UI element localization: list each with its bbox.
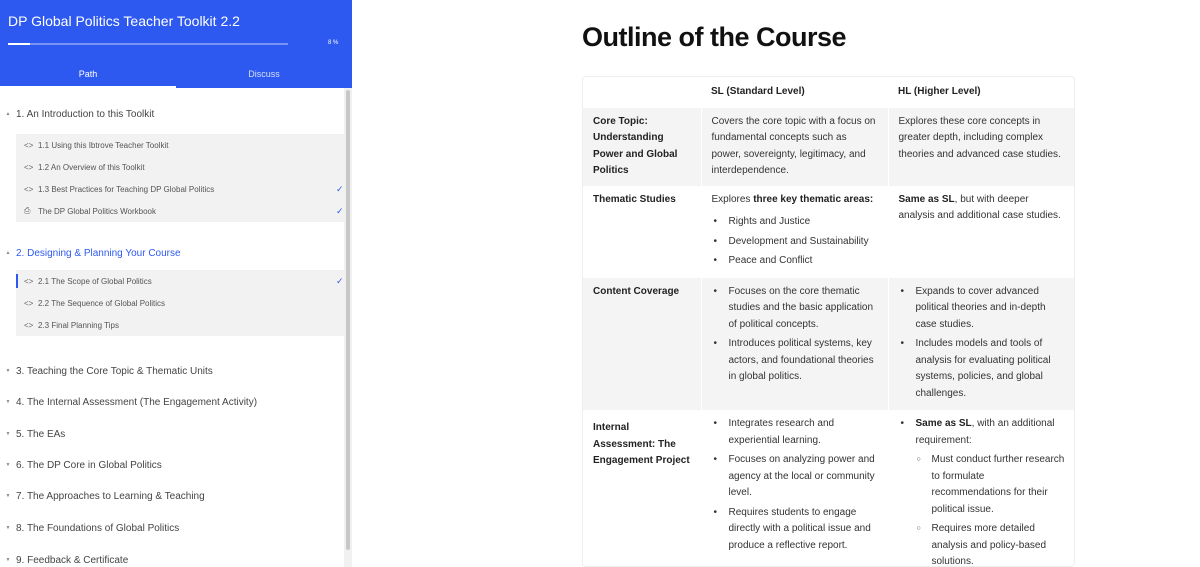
section-8[interactable] bbox=[0, 520, 344, 536]
table-row bbox=[583, 278, 1075, 411]
code-icon: <> bbox=[24, 298, 34, 308]
section-label: 3. Teaching the Core Topic & Thematic Units bbox=[16, 365, 213, 377]
section-label: 9. Feedback & Certificate bbox=[16, 554, 129, 566]
section-2[interactable] bbox=[0, 245, 344, 261]
section-label: 5. The EAs bbox=[16, 428, 66, 440]
lesson-1-3[interactable] bbox=[16, 178, 344, 200]
sidebar-header bbox=[0, 0, 352, 88]
section-2-items bbox=[16, 270, 344, 336]
code-icon: <> bbox=[24, 140, 34, 150]
lesson-label: 1.3 Best Practices for Teaching DP Global Politics bbox=[38, 184, 215, 194]
cell-coverage-hl bbox=[888, 278, 1075, 411]
thematic-intro-bold: three key thematic areas: bbox=[753, 193, 874, 205]
list-item: • Peace and Conflict bbox=[712, 253, 878, 270]
row-header-thematic: Thematic Studies bbox=[593, 193, 676, 205]
check-icon: ✓ bbox=[336, 183, 344, 194]
lesson-label: 1.1 Using this Ibtrove Teacher Toolkit bbox=[38, 140, 169, 150]
table-header-empty bbox=[583, 77, 701, 108]
check-icon: ✓ bbox=[336, 205, 344, 216]
sidebar-scroll-thumb[interactable] bbox=[346, 90, 350, 550]
list-item bbox=[899, 416, 1067, 567]
list-item: • Development and Sustainability bbox=[712, 234, 878, 251]
section-3[interactable] bbox=[0, 363, 344, 379]
chevron-down-icon: ▼ bbox=[5, 525, 11, 531]
cell-ia-sl bbox=[701, 410, 888, 567]
list-item: • Rights and Justice bbox=[712, 214, 878, 231]
chevron-down-icon: ▼ bbox=[5, 557, 11, 563]
list-item: • Requires students to engage directly with a political issue and produce a reflective report. bbox=[712, 505, 878, 555]
row-header-core: Core Topic: Understanding Power and Global Politics bbox=[583, 108, 701, 186]
section-1-items bbox=[16, 134, 344, 222]
row-header-coverage: Content Coverage bbox=[583, 278, 701, 411]
chevron-down-icon: ▼ bbox=[5, 431, 11, 437]
progress-fill bbox=[8, 43, 30, 45]
table-header-hl: HL (Higher Level) bbox=[898, 86, 981, 97]
chevron-down-icon: ▼ bbox=[5, 368, 11, 374]
list-item: • Focuses on the core thematic studies and the basic application of political concepts. bbox=[712, 284, 878, 334]
code-icon: <> bbox=[24, 276, 34, 286]
ia-hl-text: , with an additional requirement: bbox=[915, 418, 1055, 446]
lesson-2-1[interactable] bbox=[16, 270, 344, 292]
thematic-intro: Explores bbox=[711, 193, 754, 205]
tab-path[interactable]: Path bbox=[0, 66, 176, 88]
row-header-ia: Internal Assessment: The Engagement Project bbox=[593, 422, 690, 466]
same-as-sl: Same as SL bbox=[915, 418, 972, 429]
section-label: 7. The Approaches to Learning & Teaching bbox=[16, 490, 205, 502]
course-sidebar bbox=[0, 0, 352, 567]
lesson-label: 2.1 The Scope of Global Politics bbox=[38, 276, 152, 286]
app-title: DP Global Politics Teacher Toolkit 2.2 bbox=[8, 13, 240, 29]
section-label: 4. The Internal Assessment (The Engagement Activity) bbox=[16, 396, 258, 408]
thematic-hl-text: , but with deeper analysis and additional case studies. bbox=[898, 193, 1061, 221]
cell-thematic-sl bbox=[701, 186, 888, 278]
document-icon: ⎙ bbox=[24, 206, 31, 215]
lesson-label: 2.3 Final Planning Tips bbox=[38, 320, 119, 330]
table-row bbox=[583, 186, 1075, 278]
progress-text: 8 % bbox=[328, 40, 339, 46]
chevron-down-icon: ▼ bbox=[5, 462, 11, 468]
list-item: • Includes models and tools of analysis for evaluating political systems, policies, and global challenges. bbox=[899, 336, 1067, 402]
section-1[interactable] bbox=[0, 106, 344, 122]
lesson-1-2[interactable] bbox=[16, 156, 344, 178]
lesson-label: The DP Global Politics Workbook bbox=[38, 206, 156, 216]
section-label: 1. An Introduction to this Toolkit bbox=[16, 108, 155, 120]
section-9[interactable] bbox=[0, 552, 344, 567]
lesson-1-1[interactable] bbox=[16, 134, 344, 156]
chevron-down-icon: ▼ bbox=[5, 399, 11, 405]
cell-coverage-sl bbox=[701, 278, 888, 411]
table-row bbox=[583, 410, 1075, 567]
cell-thematic-hl bbox=[888, 186, 1075, 278]
check-icon: ✓ bbox=[336, 275, 344, 286]
cell-ia-hl bbox=[888, 410, 1075, 567]
lesson-2-3[interactable] bbox=[16, 314, 344, 336]
section-label: 2. Designing & Planning Your Course bbox=[16, 247, 181, 259]
chevron-down-icon: ▼ bbox=[5, 493, 11, 499]
chevron-up-icon: ▲ bbox=[5, 250, 11, 256]
list-item: • Integrates research and experiential learning. bbox=[712, 416, 878, 449]
lesson-label: 2.2 The Sequence of Global Politics bbox=[38, 298, 166, 308]
same-as-sl: Same as SL bbox=[898, 193, 955, 205]
chevron-up-icon: ▲ bbox=[5, 111, 11, 117]
table-row bbox=[583, 108, 1075, 186]
page-title: Outline of the Course bbox=[582, 22, 847, 52]
section-label: 8. The Foundations of Global Politics bbox=[16, 522, 180, 534]
sidebar-tabs bbox=[0, 66, 352, 88]
lesson-label: 1.2 An Overview of this Toolkit bbox=[38, 162, 145, 172]
list-item: • Focuses on analyzing power and agency at the local or community level. bbox=[712, 452, 878, 502]
section-4[interactable] bbox=[0, 394, 344, 410]
list-item: • Introduces political systems, key actors, and foundational theories in global politics. bbox=[712, 336, 878, 386]
code-icon: <> bbox=[24, 184, 34, 194]
thematic-list bbox=[712, 214, 878, 270]
code-icon: <> bbox=[24, 320, 34, 330]
cell-core-hl: Explores these core concepts in greater depth, including complex theories and advanced case studies. bbox=[888, 108, 1075, 186]
table-header-sl: SL (Standard Level) bbox=[711, 86, 805, 97]
course-outline-table bbox=[582, 76, 1075, 567]
sub-list-item: ○ Requires more detailed analysis and policy-based solutions. bbox=[916, 521, 1067, 567]
tab-discuss[interactable]: Discuss bbox=[248, 69, 280, 79]
lesson-2-2[interactable] bbox=[16, 292, 344, 314]
code-icon: <> bbox=[24, 162, 34, 172]
section-6[interactable] bbox=[0, 457, 344, 473]
progress-bar bbox=[8, 43, 288, 45]
section-5[interactable] bbox=[0, 426, 344, 442]
cell-core-sl: Covers the core topic with a focus on fundamental concepts such as power, sovereignty, legitimacy, and interdependence. bbox=[701, 108, 888, 186]
lesson-workbook[interactable] bbox=[16, 200, 344, 222]
section-label: 6. The DP Core in Global Politics bbox=[16, 459, 162, 471]
list-item: • Expands to cover advanced political theories and in-depth case studies. bbox=[899, 284, 1067, 334]
section-7[interactable] bbox=[0, 488, 344, 504]
sub-list-item: ○ Must conduct further research to formulate recommendations for their political issue. bbox=[916, 452, 1067, 518]
